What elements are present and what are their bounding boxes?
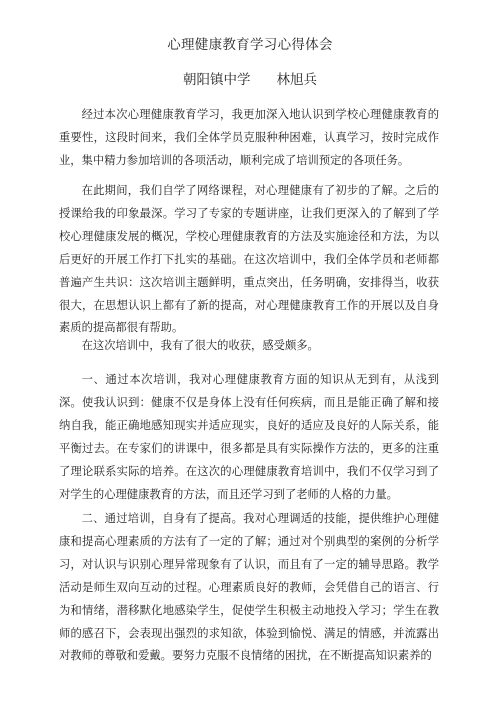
paragraph-gains: 在这次培训中，我有了很大的收获，感受颇多。 <box>81 339 319 352</box>
paragraph-intro: 经过本次心理健康教育学习，我更加深入地认识到学校心理健康教育的重要性，这段时间来，我们全体学员克服种种困难，认真学习，按时完成作业，集中精力参加培训的各项活动，顺利完成了培训预定的各项任务。 <box>59 108 439 167</box>
byline <box>0 71 500 89</box>
paragraph-point-one: 一、通过本次培训，我对心理健康教育方面的知识从无到有，从浅到深。使我认识到：健康不仅是身体上没有任何疾病，而且是能正确了解和接纳自我，能正确地感知现实并适应现实，良好的适应及良好的人际关系，能平衡过去。在专家们的讲课中，很多都是具有实际操作方法的，更多的注重了理论联系实际的培养。在这次的心理健康教育培训中，我们不仅学习到了对学生的心理健康教育的方法，而且还学习到了老师的人格的力量。 <box>59 373 439 501</box>
author-name: 林旭兵 <box>276 72 317 88</box>
document-title: 心理健康教育学习心得体会 <box>167 37 333 53</box>
paragraph-period: 在此期间，我们自学了网络课程，对心理健康有了初步的了解。之后的授课给我的印象最深。学习了专家的专题讲座，让我们更深入的了解到了学校心理健康发展的概况，学校心理健康教育的方法及实施途径和方法，为以后更好的开展工作打下扎实的基础。在这次培训中，我们全体学员和老师都普遍产生共识：这次培训主题鲜明，重点突出，任务明确，安排得当，收获很大，在思想认识上都有了新的提高，对心理健康教育工作的开展以及自身素质的提高都很有帮助。 <box>59 184 439 335</box>
school-name: 朝阳镇中学 <box>183 72 251 88</box>
paragraph-point-two: 二、通过培训，自身有了提高。我对心理调适的技能，提供维护心理健康和提高心理素质的方法有了一定的了解；通过对个别典型的案例的分析学习，对认识与识别心理异常现象有了认识，而且有了一定的辅导思路。教学活动是师生双向互动的过程。心理素质良好的教师，会凭借自己的语言、行为和情绪，潜移默化地感染学生，促使学生积极主动地投入学习；学生在教师的感召下，会表现出强烈的求知欲，体验到愉悦、满足的情感，并流露出对教师的尊敬和爱戴。要努力克服不良情绪的困扰，在不断提高知识素养的 <box>59 512 439 663</box>
